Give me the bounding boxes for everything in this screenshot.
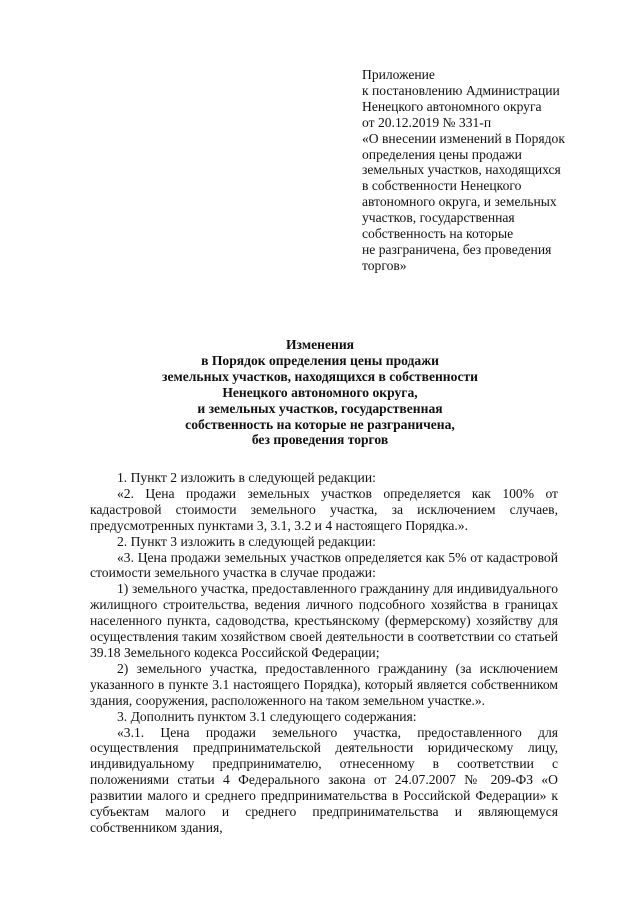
- body-paragraph: «3. Цена продажи земельных участков определяется как 5% от кадастровой стоимости земельного участка в случае продажи:: [90, 549, 558, 581]
- body-paragraph: 1. Пункт 2 изложить в следующей редакции:: [117, 470, 376, 485]
- body-paragraph: 3. Дополнить пунктом 3.1 следующего содержания:: [117, 708, 417, 724]
- appendix-line: в собственности Ненецкого: [362, 178, 522, 194]
- appendix-line: определения цены продажи: [362, 146, 522, 162]
- appendix-line: Приложение: [362, 67, 435, 82]
- body-paragraph: 2) земельного участка, предоставленного гражданину (за исключением указанного в пункте 3.1 настоящего Порядка), который является собственником здания, сооружения, расположенного на таком земельном участке.».: [90, 660, 558, 708]
- appendix-line: автономного округа, и земельных: [362, 194, 557, 210]
- title-line: без проведения торгов: [251, 432, 389, 448]
- appendix-line: земельных участков, находящихся: [362, 162, 561, 178]
- title-line: Изменения: [285, 337, 355, 352]
- body-paragraph: «2. Цена продажи земельных участков определяется как 100% от кадастровой стоимости земельного участка, за исключением случаев, предусмотренных пунктами 3, 3.1, 3.2 и 4 настоящего Порядка.».: [90, 485, 558, 533]
- appendix-line: собственность на которые: [362, 226, 514, 242]
- appendix-line: от 20.12.2019 № 331-п: [362, 114, 492, 130]
- appendix-line: к постановлению Администрации: [362, 82, 560, 98]
- body-paragraph: 1) земельного участка, предоставленного гражданину для индивидуального жилищного строительства, ведения личного подсобного хозяйства в границах населенного пункта, садоводства, крестьянскому (фермерскому) хозяйству для осуществления таким хозяйством своей деятельности в соответствии со статьей 39.18 Земельного кодекса Российской Федерации;: [90, 581, 558, 660]
- appendix-line: участков, государственная: [362, 210, 515, 226]
- document-body: [90, 470, 558, 836]
- appendix-line: торгов»: [362, 257, 407, 273]
- body-paragraph: «3.1. Цена продажи земельного участка, предоставленного для осуществления предпринимательской деятельности юридическому лицу, индивидуальному предпринимателю, отнесенному в соответствии с положениями статьи 4 Федерального закона от 24.07.2007 № 209-ФЗ «О развитии малого и среднего предпринимательства в Российской Федерации» к субъектам малого и среднего предпринимательства и являющемуся собственником здания,: [90, 724, 558, 835]
- title-line: Ненецкого автономного округа,: [222, 384, 418, 400]
- appendix-line: не разграничена, без проведения: [362, 241, 552, 257]
- appendix-line: «О внесении изменений в Порядок: [362, 130, 565, 146]
- title-line: земельных участков, находящихся в собственности: [162, 368, 478, 384]
- title-line: и земельных участков, государственная: [197, 400, 443, 416]
- title-line: в Порядок определения цены продажи: [201, 352, 439, 368]
- title-line: собственность на которые не разграничена,: [185, 416, 455, 432]
- appendix-header: [362, 67, 612, 274]
- document-title: [100, 337, 540, 448]
- body-paragraph: 2. Пункт 3 изложить в следующей редакции:: [117, 533, 376, 549]
- appendix-line: Ненецкого автономного округа: [362, 98, 542, 114]
